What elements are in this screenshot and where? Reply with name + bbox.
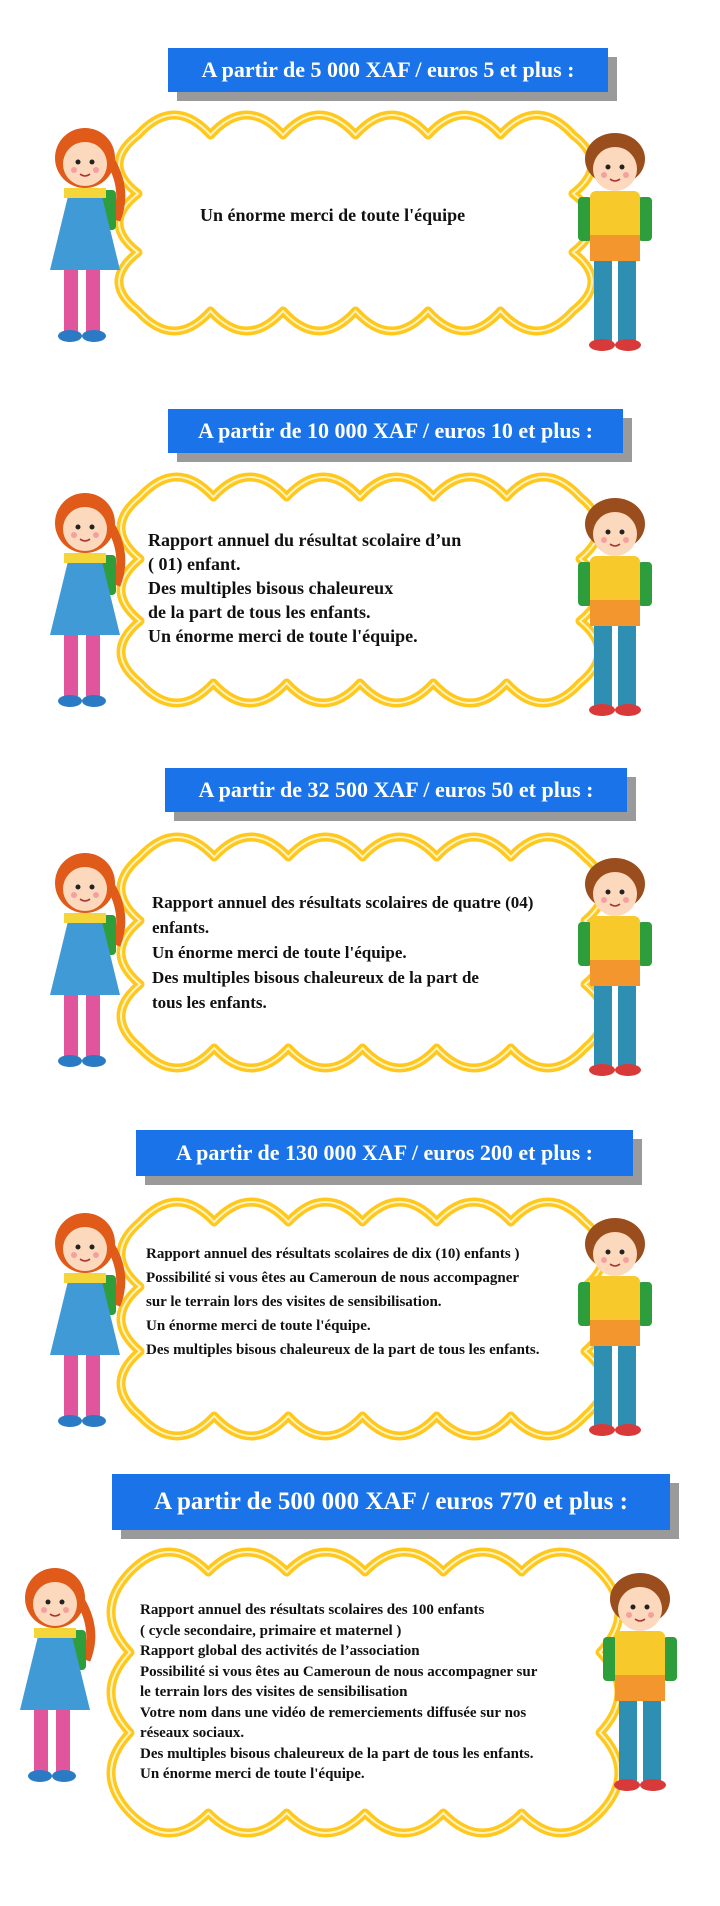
girl-illustration bbox=[40, 485, 130, 730]
boy-illustration bbox=[570, 125, 660, 370]
text-line: sur le terrain lors des visites de sensibilisation. bbox=[146, 1294, 442, 1310]
text-line: Rapport annuel des résultats scolaires des 100 enfants bbox=[140, 1602, 485, 1618]
cloud-text bbox=[140, 1600, 537, 1785]
girl-illustration bbox=[10, 1560, 100, 1805]
cloud-text bbox=[146, 1242, 540, 1362]
girl-illustration bbox=[40, 1205, 130, 1450]
text-line: Des multiples bisous chaleureux de la part de tous les enfants. bbox=[146, 1342, 540, 1358]
text-line: Votre nom dans une vidéo de remerciements diffusée sur nos bbox=[140, 1704, 527, 1721]
text-line: Rapport annuel des résultats scolaires de quatre (04) bbox=[152, 893, 534, 912]
text-line: Des multiples bisous chaleureux de la part de tous les enfants. bbox=[140, 1745, 534, 1762]
text-line: Un énorme merci de toute l'équipe bbox=[200, 205, 466, 225]
girl-illustration bbox=[40, 120, 130, 365]
text-line: Possibilité si vous êtes au Cameroun de nous accompagner sur bbox=[140, 1663, 538, 1680]
text-line: enfants. bbox=[152, 918, 210, 937]
text-line: ( cycle secondaire, primaire et maternel ) bbox=[140, 1622, 402, 1639]
girl-illustration bbox=[40, 845, 130, 1090]
boy-illustration bbox=[570, 850, 660, 1095]
text-line: ( 01) enfant. bbox=[148, 554, 241, 574]
text-line: Rapport annuel des résultats scolaires de dix (10) enfants ) bbox=[146, 1246, 520, 1262]
boy-illustration bbox=[595, 1565, 685, 1810]
text-line: le terrain lors des visites de sensibilisation bbox=[140, 1684, 408, 1700]
tier-banner: A partir de 32 500 XAF / euros 50 et plus : bbox=[165, 768, 627, 812]
cloud-text bbox=[148, 528, 461, 648]
tier-banner: A partir de 5 000 XAF / euros 5 et plus : bbox=[168, 48, 608, 92]
boy-illustration bbox=[570, 1210, 660, 1455]
cloud-text bbox=[152, 890, 533, 1015]
boy-illustration bbox=[570, 490, 660, 735]
cloud-text bbox=[200, 205, 465, 226]
text-line: Rapport global des activités de l’association bbox=[140, 1643, 420, 1659]
text-line: Des multiples bisous chaleureux bbox=[148, 578, 394, 598]
text-line: Possibilité si vous êtes au Cameroun de nous accompagner bbox=[146, 1270, 520, 1286]
text-line: réseaux sociaux. bbox=[140, 1725, 245, 1741]
tier-banner: A partir de 130 000 XAF / euros 200 et plus : bbox=[136, 1130, 633, 1176]
text-line: Des multiples bisous chaleureux de la part de bbox=[152, 968, 479, 987]
text-line: tous les enfants. bbox=[152, 993, 267, 1012]
text-line: Un énorme merci de toute l'équipe. bbox=[146, 1318, 371, 1334]
tier-banner: A partir de 10 000 XAF / euros 10 et plus : bbox=[168, 409, 623, 453]
tier-banner: A partir de 500 000 XAF / euros 770 et plus : bbox=[112, 1474, 670, 1530]
text-line: Rapport annuel du résultat scolaire d’un bbox=[148, 530, 462, 550]
text-line: Un énorme merci de toute l'équipe. bbox=[148, 626, 418, 646]
text-line: de la part de tous les enfants. bbox=[148, 602, 371, 622]
text-line: Un énorme merci de toute l'équipe. bbox=[152, 943, 407, 962]
text-line: Un énorme merci de toute l'équipe. bbox=[140, 1766, 365, 1782]
